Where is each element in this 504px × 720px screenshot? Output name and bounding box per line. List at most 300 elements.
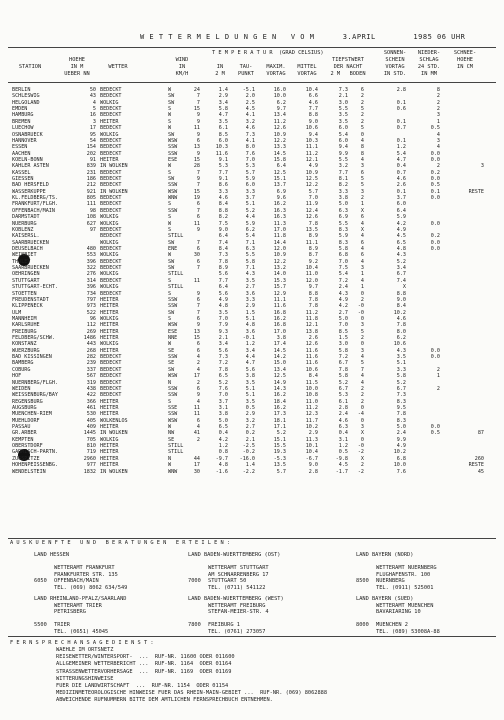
cell-sonne: 9.0: [396, 296, 406, 303]
cell-wind-dir: SE: [168, 436, 175, 443]
cell-taupunkt: 4.7: [245, 360, 255, 367]
cell-maxim: 16.2: [273, 315, 286, 322]
cell-nieder: 0.0: [430, 150, 440, 157]
cell-maxim: 16.8: [273, 309, 286, 316]
cell-mittel: 11.3: [305, 436, 318, 443]
cell-wind-dir: S: [168, 201, 172, 208]
header-top-rule: [8, 47, 496, 48]
cell-mittel: 9.2: [308, 258, 318, 265]
cell-station: SAARBRUECKEN: [12, 239, 49, 246]
cell-wetter: BEDECKT: [100, 366, 122, 373]
cell-sonne: 8.0: [396, 328, 406, 335]
cell-sonne: 4.5: [396, 233, 406, 240]
cell-sonne: 10.2: [393, 449, 406, 456]
cell-station: KEMPTEN: [12, 436, 34, 443]
contact-block: [34, 596, 126, 635]
cell-taupunkt: -2.2: [242, 468, 255, 475]
cell-hoehe: 269: [86, 328, 96, 335]
cell-taupunkt: 3.2: [245, 417, 255, 424]
cell-mittel: 5.7: [308, 188, 318, 195]
cell-taupunkt: -16.0: [239, 455, 255, 462]
cell-sonne: 7.4: [396, 277, 406, 284]
cell-wind-dir: SW: [168, 309, 175, 316]
cell-station: KASSEL: [12, 169, 31, 176]
cell-wind-speed: 11: [193, 411, 200, 418]
cell-nieder: 0.0: [430, 245, 440, 252]
cell-sonne: 4.7: [396, 156, 406, 163]
cell-wind-dir: N: [168, 379, 172, 386]
cell-sonne: 7.6: [396, 468, 406, 475]
cell-tief-boden: 3: [360, 424, 364, 431]
cell-station: MANNHEIM: [12, 315, 37, 322]
report-title: W E T T E R M E L D U N G E N V O M 3.APRIL 1985 06 UHR: [140, 33, 466, 41]
cell-wetter: WOLKIG: [100, 220, 119, 227]
col-maxim: MAXIM. VORTAG: [266, 64, 286, 77]
cell-maxim: 11.1: [273, 296, 286, 303]
cell-maxim: 6.2: [276, 99, 286, 106]
cell-tief-2m: 2.4: [338, 411, 348, 418]
cell-wetter: HEITER: [100, 347, 119, 354]
cell-temp-2m: 7.0: [218, 315, 228, 322]
cell-maxim: 16.3: [273, 214, 286, 221]
cell-temp-2m: 4.9: [218, 296, 228, 303]
cell-station: STUTTGART: [12, 277, 40, 284]
cell-wind-speed: 6: [196, 214, 200, 221]
cell-hoehe: 366: [86, 398, 96, 405]
cell-wind-dir: W: [168, 252, 172, 259]
cell-maxim: 11.6: [273, 303, 286, 310]
cell-temp-2m: 5.6: [218, 271, 228, 278]
cell-wetter: BEDECKT: [100, 201, 122, 208]
cell-wetter: WOLKIG: [100, 99, 119, 106]
cell-wetter: BEDECKT: [100, 379, 122, 386]
cell-temp-2m: 7.2: [218, 360, 228, 367]
cell-wind-speed: 7: [196, 99, 200, 106]
cell-tief-boden: 5: [360, 106, 364, 113]
cell-sonne: 5.2: [396, 379, 406, 386]
cell-wetter: BEDECKT: [100, 245, 122, 252]
cell-tief-boden: 2: [360, 118, 364, 125]
cell-taupunkt: -5.1: [242, 87, 255, 93]
cell-hoehe: 480: [86, 245, 96, 252]
cell-hoehe: 396: [86, 258, 96, 265]
cell-wind-dir: WSW: [168, 137, 178, 144]
col-wetter: WETTER: [108, 64, 128, 70]
cell-schnee: RESTE: [468, 462, 484, 469]
cell-tief-2m: 7.0: [338, 258, 348, 265]
cell-maxim: 15.8: [273, 156, 286, 163]
cell-wind-speed: 7: [196, 169, 200, 176]
contact-block: [188, 552, 280, 591]
cell-hoehe: 443: [86, 341, 96, 348]
cell-mittel: 4.9: [308, 163, 318, 170]
cell-maxim: 13.4: [273, 112, 286, 119]
cell-maxim: 12.5: [273, 373, 286, 380]
cell-wetter: HEITER: [100, 411, 119, 418]
cell-taupunkt: 4.1: [245, 112, 255, 119]
cell-sonne: 3.4: [396, 265, 406, 272]
cell-tief-boden: 0: [360, 404, 364, 411]
cell-tief-2m: 6.9: [338, 214, 348, 221]
cell-tief-boden: 0: [360, 417, 364, 424]
cell-sonne: 8.3: [396, 417, 406, 424]
section-rule: [8, 636, 496, 637]
cell-sonne: 10.2: [393, 309, 406, 316]
cell-maxim: 14.5: [273, 150, 286, 157]
cell-taupunkt: 3.6: [245, 290, 255, 297]
cell-maxim: 15.1: [273, 436, 286, 443]
cell-sonne: 6.0: [396, 201, 406, 208]
cell-tief-boden: 2: [360, 296, 364, 303]
cell-sonne: 6.5: [396, 239, 406, 246]
cell-temp-2m: 7.3: [218, 354, 228, 361]
cell-taupunkt: 7.1: [245, 239, 255, 246]
cell-wetter: BEDECKT: [100, 360, 122, 367]
cell-tief-boden: 5: [360, 360, 364, 367]
cell-temp-2m: 4.2: [218, 436, 228, 443]
cell-wind-dir: SE: [168, 360, 175, 367]
cell-maxim: 16.2: [273, 392, 286, 399]
phone-service-line: ALLGEMEINER WETTERBERICHT ... RUF-NR. 1164 ODER 01164: [56, 661, 232, 668]
cell-nieder: 1: [436, 118, 440, 125]
cell-maxim: 10.0: [273, 93, 286, 100]
cell-tief-boden: 2: [360, 462, 364, 469]
cell-nieder: 0.5: [430, 182, 440, 189]
cell-wind-dir: W: [168, 424, 172, 431]
cell-wetter: BEDECKT: [100, 226, 122, 233]
contact-address-line: FRANKFURTER STR. 135: [54, 571, 118, 578]
cell-tief-2m: 6.3: [338, 207, 348, 214]
cell-wind-dir: SW: [168, 239, 175, 246]
contact-block: [356, 596, 440, 635]
contact-address-line: WETTERAMT MUENCHEN: [376, 602, 434, 609]
contact-phone: TEL. (0911) 525001: [376, 584, 434, 591]
phone-service-line: WITTERUNGSHINWEISE: [56, 675, 114, 682]
cell-temp-2m: 9.0: [218, 226, 228, 233]
cell-taupunkt: 4.4: [245, 354, 255, 361]
cell-hoehe: 422: [86, 392, 96, 399]
cell-tief-boden: 4: [360, 373, 364, 380]
cell-tief-2m: 4.3: [338, 290, 348, 297]
cell-nieder: 8: [436, 87, 440, 93]
cell-nieder: 0.0: [430, 354, 440, 361]
cell-station: BAD HERSFELD: [12, 182, 49, 189]
cell-wind-speed: 13: [193, 328, 200, 335]
cell-sonne: 6.8: [396, 455, 406, 462]
cell-taupunkt: 4.3: [245, 271, 255, 278]
cell-sonne: 0.1: [396, 118, 406, 125]
cell-temp-2m: 8.6: [218, 182, 228, 189]
cell-tief-2m: 4.5: [338, 462, 348, 469]
cell-sonne: 5.9: [396, 214, 406, 221]
cell-wetter: BEDECKT: [100, 373, 122, 380]
contact-address-line: PETRISBERG: [54, 609, 86, 615]
cell-taupunkt: 2.5: [245, 99, 255, 106]
cell-tief-boden: 1: [360, 284, 364, 291]
cell-wind-dir: SSW: [168, 144, 178, 151]
cell-maxim: 16.8: [273, 322, 286, 329]
cell-sonne: 7.8: [396, 411, 406, 418]
cell-tief-2m: 3.0: [338, 341, 348, 348]
cell-tief-2m: 7.2: [338, 354, 348, 361]
cell-taupunkt: -0.2: [242, 449, 255, 456]
cell-tief-boden: 4: [360, 277, 364, 284]
cell-tief-boden: -0: [357, 303, 364, 310]
cell-temp-2m: 8.9: [218, 265, 228, 272]
cell-mittel: 7.8: [308, 303, 318, 310]
contact-plz: 7800: [188, 622, 201, 628]
cell-nieder: 0.0: [430, 239, 440, 246]
cell-wind-dir: N: [168, 455, 172, 462]
cell-tief-2m: 3.5: [338, 118, 348, 125]
cell-sonne: 4.3: [396, 252, 406, 259]
cell-mittel: 12.2: [305, 182, 318, 189]
cell-mittel: 10.1: [305, 443, 318, 450]
contact-city: STUTTGART 50: [208, 578, 247, 584]
cell-wind-dir: SSE: [168, 404, 178, 411]
cell-tief-boden: 2: [360, 385, 364, 392]
cell-sonne: 7.3: [396, 392, 406, 399]
cell-tief-boden: 4: [360, 137, 364, 144]
cell-wetter: HEITER: [100, 309, 119, 316]
cell-nieder: 3: [436, 112, 440, 119]
cell-temp-2m: -1.6: [215, 468, 228, 475]
cell-wind-dir: SW: [168, 176, 175, 183]
cell-station: KLIPPENECK: [12, 303, 43, 310]
cell-temp-2m: 5.6: [218, 290, 228, 297]
station-table: [0, 87, 504, 475]
cell-hoehe: 1832: [83, 468, 96, 475]
cell-taupunkt: 3.5: [245, 277, 255, 284]
cell-maxim: 14.3: [273, 385, 286, 392]
cell-hoehe: 627: [86, 220, 96, 227]
cell-mittel: 11.0: [305, 271, 318, 278]
cell-wetter: HEITER: [100, 328, 119, 335]
cell-wetter: BEDECKT: [100, 265, 122, 272]
cell-temp-2m: 10.3: [215, 144, 228, 151]
cell-station: HAMBURG: [12, 112, 34, 119]
col-wind: WIND IN KM/H: [175, 57, 189, 77]
cell-station: GIESSEN: [12, 176, 34, 183]
cell-maxim: 16.3: [273, 207, 286, 214]
cell-temp-2m: -9.7: [215, 455, 228, 462]
cell-temp-2m: 6.0: [218, 137, 228, 144]
col-station: STATION: [18, 64, 42, 70]
cell-nieder: 3: [436, 137, 440, 144]
cell-hoehe: 461: [86, 404, 96, 411]
cell-tief-2m: 6.0: [338, 137, 348, 144]
cell-mittel: 8.8: [308, 112, 318, 119]
cell-tief-boden: 0: [360, 131, 364, 138]
cell-wind-speed: 6: [196, 201, 200, 208]
cell-hoehe: 705: [86, 436, 96, 443]
cell-mittel: 12.5: [305, 176, 318, 183]
cell-mittel: 10.4: [305, 449, 318, 456]
cell-taupunkt: 3.5: [245, 379, 255, 386]
cell-maxim: 12.0: [273, 245, 286, 252]
cell-wetter: HEITER: [100, 424, 119, 431]
cell-wind-speed: 41: [193, 430, 200, 437]
contact-region: LAND HESSEN: [34, 552, 70, 558]
cell-maxim: 14.9: [273, 379, 286, 386]
cell-wind-speed: 6: [196, 245, 200, 252]
contact-region: LAND BADEN-WUERTTEMBERG (WEST): [188, 596, 284, 602]
cell-mittel: 8.8: [308, 290, 318, 297]
contact-address-line: WETTERAMT TRIER: [54, 602, 102, 609]
cell-wetter: WOLKIG: [100, 252, 119, 259]
cell-maxim: 10.9: [273, 131, 286, 138]
cell-sonne: 5.0: [396, 424, 406, 431]
contact-plz: 7000: [188, 578, 201, 584]
cell-wetter: BEDECKT: [100, 150, 122, 157]
cell-mittel: 10.0: [305, 385, 318, 392]
cell-maxim: -5.3: [273, 455, 286, 462]
cell-station: AACHEN: [12, 150, 31, 157]
cell-temp-2m: 3.5: [218, 118, 228, 125]
cell-taupunkt: 6.3: [245, 245, 255, 252]
auskuenfte-heading: A U S K U E N F T E U N D B E R A T U N G E N E R T E I L E N :: [10, 540, 231, 546]
cell-station: SAARBRUECKEN: [12, 265, 49, 272]
cell-temp-2m: 7.6: [218, 385, 228, 392]
cell-temp-2m: 3.1: [218, 404, 228, 411]
cell-hoehe: 396: [86, 284, 96, 291]
cell-maxim: 14.0: [273, 271, 286, 278]
cell-temp-2m: 3.8: [218, 411, 228, 418]
cell-tief-boden: X: [360, 430, 364, 437]
cell-wind-speed: 17: [193, 462, 200, 469]
cell-wind-speed: 19: [193, 195, 200, 202]
cell-mittel: 7.8: [308, 296, 318, 303]
cell-maxim: 6.9: [276, 188, 286, 195]
cell-hoehe: 973: [86, 303, 96, 310]
cell-sonne: 9.5: [396, 404, 406, 411]
cell-mittel: 8.4: [308, 373, 318, 380]
cell-wind-speed: 9: [196, 176, 200, 183]
cell-mittel: 4.6: [308, 99, 318, 106]
cell-tief-2m: 4.6: [338, 417, 348, 424]
cell-tief-boden: 8: [360, 150, 364, 157]
cell-taupunkt: 4.5: [245, 106, 255, 113]
cell-tief-2m: 0.4: [338, 430, 348, 437]
cell-wind-dir: WNW: [168, 195, 178, 202]
cell-mittel: 9.4: [308, 131, 318, 138]
cell-tief-boden: X: [360, 207, 364, 214]
cell-maxim: 16.2: [273, 404, 286, 411]
cell-temp-2m: 6.5: [218, 373, 228, 380]
cell-wind-speed: 6: [196, 347, 200, 354]
contact-phone: TEL. (0711) 541122: [208, 584, 266, 591]
cell-temp-2m: 4.8: [218, 462, 228, 469]
cell-nieder: 0.5: [430, 125, 440, 132]
cell-tief-2m: 7.8: [338, 366, 348, 373]
cell-sonne: 10.6: [393, 341, 406, 348]
cell-temp-2m: 9.1: [218, 176, 228, 183]
cell-sonne: 4.6: [396, 315, 406, 322]
cell-station: KONSTANZ: [12, 341, 37, 348]
cell-maxim: 3.8: [276, 335, 286, 342]
cell-sonne: 5.1: [396, 360, 406, 367]
cell-nieder: 2: [436, 93, 440, 100]
cell-mittel: 12.1: [305, 322, 318, 329]
cell-wind-dir: ENE: [168, 245, 178, 252]
cell-station: KOELN-BONN: [12, 156, 43, 163]
cell-temp-2m: 5.3: [218, 163, 228, 170]
cell-taupunkt: 8.0: [245, 144, 255, 151]
cell-wind-dir: S: [168, 277, 172, 284]
cell-wetter: BEDECKT: [100, 176, 122, 183]
cell-maxim: 6.4: [276, 163, 286, 170]
cell-wind-dir: WSW: [168, 188, 178, 195]
cell-maxim: 13.4: [273, 366, 286, 373]
cell-mittel: 12.1: [305, 156, 318, 163]
cell-wetter: HEITER: [100, 296, 119, 303]
cell-tief-2m: 6.3: [338, 424, 348, 431]
cell-tief-2m: 7.7: [338, 169, 348, 176]
cell-wind-dir: SSW: [168, 385, 178, 392]
cell-maxim: 13.5: [273, 462, 286, 469]
cell-hoehe: 231: [86, 169, 96, 176]
cell-wind-dir: SSW: [168, 411, 178, 418]
cell-wetter: BEDECKT: [100, 258, 122, 265]
cell-wind-dir: SSW: [168, 303, 178, 310]
cell-tief-boden: 4: [360, 233, 364, 240]
cell-temp-2m: 2.1: [218, 335, 228, 342]
cell-maxim: 18.4: [273, 398, 286, 405]
cell-mittel: 12.4: [305, 207, 318, 214]
cell-station: KARLSRUHE: [12, 322, 40, 329]
cell-tief-boden: 7: [360, 366, 364, 373]
cell-taupunkt: 5.7: [245, 169, 255, 176]
cell-wetter: IN WOLKEN: [100, 468, 128, 475]
cell-temp-2m: 3.4: [218, 99, 228, 106]
cell-wetter: BEDECKT: [100, 354, 122, 361]
col-taupunkt: TAU- PUNKT: [238, 64, 254, 77]
cell-wetter: HEITER: [100, 404, 119, 411]
cell-tief-boden: -2: [357, 449, 364, 456]
cell-taupunkt: 2.9: [245, 303, 255, 310]
cell-tief-2m: 9.9: [338, 150, 348, 157]
cell-tief-2m: 6.7: [338, 360, 348, 367]
cell-hoehe: 108: [86, 214, 96, 221]
cell-tief-boden: -4: [357, 411, 364, 418]
cell-tief-2m: 5.5: [338, 220, 348, 227]
cell-nieder: 0.0: [430, 220, 440, 227]
cell-wind-dir: SSW: [168, 207, 178, 214]
cell-wind-speed: 28: [193, 163, 200, 170]
cell-nieder: 0.1: [430, 188, 440, 195]
cell-mittel: 13.5: [305, 226, 318, 233]
cell-wetter: BEDECKT: [100, 169, 122, 176]
cell-temp-2m: 7.7: [218, 169, 228, 176]
cell-wetter: BEDECKT: [100, 182, 122, 189]
cell-hoehe: 97: [89, 226, 96, 233]
cell-sonne: 0.1: [396, 188, 406, 195]
cell-station: HELGOLAND: [12, 99, 40, 106]
cell-sonne: 5.4: [396, 150, 406, 157]
cell-wind-dir: S: [168, 315, 172, 322]
cell-wetter: HEITER: [100, 303, 119, 310]
cell-hoehe: 405: [86, 417, 96, 424]
cell-wetter: HEITER: [100, 118, 119, 125]
cell-temp-2m: 7.0: [218, 392, 228, 399]
cell-nieder: 2: [436, 366, 440, 373]
cell-taupunkt: 1.2: [245, 341, 255, 348]
cell-tief-2m: 1.5: [338, 335, 348, 342]
cell-wetter: WOLKIG: [100, 239, 119, 246]
contact-phone: TEL. (0761) 273057: [208, 628, 266, 635]
cell-tief-boden: 3: [360, 347, 364, 354]
cell-mittel: 11.5: [305, 379, 318, 386]
